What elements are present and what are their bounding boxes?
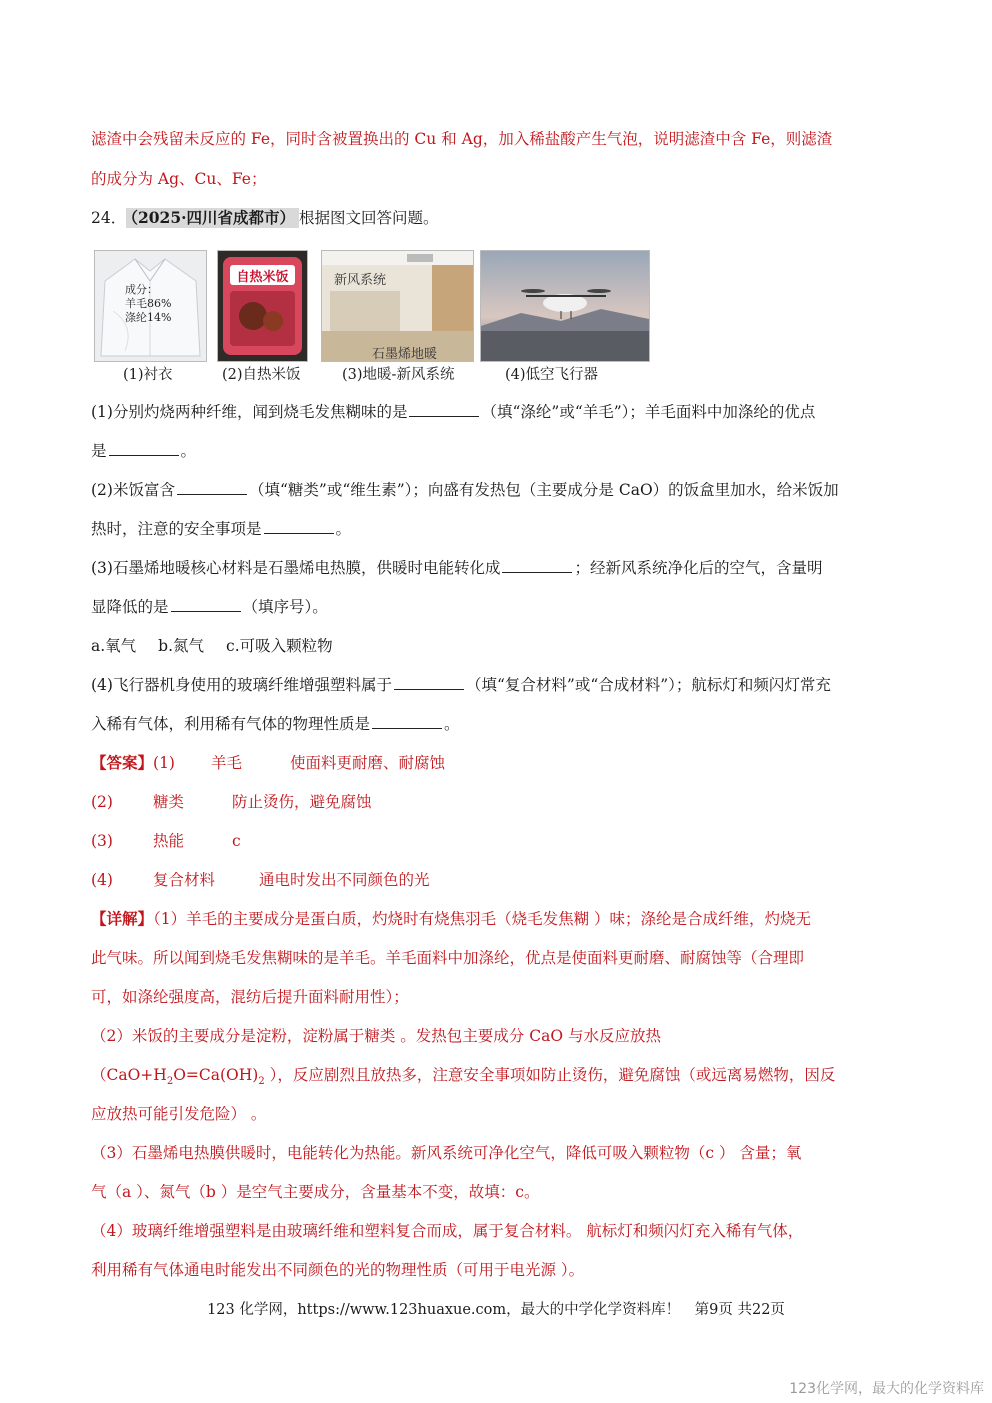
aircraft-image (480, 250, 650, 362)
prev-answer-line-2: 的成分为 Ag、Cu、Fe； (91, 170, 267, 188)
watermark: 123化学网，最大的化学资料库 (789, 1381, 984, 1397)
heating-caption: (3)地暖-新风系统 (342, 367, 455, 383)
q3-blank-2[interactable] (171, 597, 241, 612)
shirt-label-1: 成分： (125, 283, 158, 296)
q4-blank-1[interactable] (394, 675, 464, 690)
detail-line-3: 可，如涤纶强度高，混纺后提升面料耐用性）； (91, 988, 409, 1006)
rice-package-label: 自热米饭 (236, 270, 289, 285)
heating-image (321, 250, 474, 362)
q4-line-1: (4)飞行器机身使用的玻璃纤维增强塑料属于 （填“复合材料”或“合成材料”）；航标灯和频闪灯常充 (91, 676, 831, 694)
q1-blank-2[interactable] (109, 441, 179, 456)
page-footer: 123 化学网，https://www.123huaxue.com，最大的中学化学资料库！ 第9页 共22页 (207, 1302, 785, 1318)
answer-row-3: (3) 热能 c (91, 832, 241, 850)
q3-blank-1[interactable] (502, 558, 572, 573)
detail-line-6: 应放热可能引发危险） 。 (91, 1105, 267, 1123)
q3-option-c: c.可吸入颗粒物 (226, 637, 333, 655)
q1-line-2: 是 。 (91, 442, 197, 460)
answer-label: 【答案】 (91, 753, 154, 772)
detail-line-2: 此气味。所以闻到烧毛发焦糊味的是羊毛。羊毛面料中加涤纶，优点是使面料更耐磨、耐腐蚀等（合理即 (91, 949, 805, 967)
answer-row-2: (2) 糖类 防止烫伤，避免腐蚀 (91, 793, 372, 811)
q4-blank-2[interactable] (372, 714, 442, 729)
rice-caption: (2)自热米饭 (222, 367, 301, 383)
detail-line-7: （3）石墨烯电热膜供暖时，电能转化为热能。新风系统可净化空气，降低可吸入颗粒物（c ） 含量；氧 (91, 1144, 802, 1162)
heating-label-top: 新风系统 (334, 273, 387, 288)
detail-line-9: （4）玻璃纤维增强塑料是由玻璃纤维和塑料复合而成，属于复合材料。 航标灯和频闪灯充入稀有气体， (91, 1222, 804, 1240)
prev-answer-line-1: 滤渣中会残留未反应的 Fe，同时含被置换出的 Cu 和 Ag，加入稀盐酸产生气泡，说明滤渣中含 Fe，则滤渣 (91, 130, 833, 148)
answer-row-1: 【答案】(1) 羊毛 使面料更耐磨、耐腐蚀 (91, 753, 446, 772)
q4-line-2: 入稀有气体，利用稀有气体的物理性质是 。 (91, 715, 460, 733)
question-number: 24． (91, 209, 127, 227)
rice-image (217, 250, 308, 362)
q3-options (91, 635, 906, 657)
q2-blank-1[interactable] (177, 480, 247, 495)
answer-row-4: (4) 复合材料 通电时发出不同颜色的光 (91, 871, 430, 889)
q2-line-2: 热时，注意的安全事项是 。 (91, 520, 352, 538)
detail-line-1: 【详解】（1）羊毛的主要成分是蛋白质，灼烧时有烧焦羽毛（烧毛发焦糊 ）味；涤纶是合成纤维，灼烧无 (91, 909, 812, 928)
q3-option-b: b.氮气 (158, 637, 205, 655)
q2-blank-2[interactable] (264, 519, 334, 534)
question-title: 根据图文回答问题。 (299, 209, 439, 227)
detail-line-4: （2）米饭的主要成分是淀粉，淀粉属于糖类 。发热包主要成分 CaO 与水反应放热 (91, 1027, 661, 1045)
question-heading (91, 207, 906, 229)
q2-line-1: (2)米饭富含 （填“糖类”或“维生素”）；向盛有发热包（主要成分是 CaO）的饭盒里加水，给米饭加 (91, 481, 839, 499)
heating-label-bottom: 石墨烯地暖 (372, 347, 438, 362)
q3-line-2: 显降低的是 （填序号）。 (91, 598, 328, 616)
shirt-label-2: 羊毛86% (125, 297, 172, 310)
q3-line-1: (3)石墨烯地暖核心材料是石墨烯电热膜，供暖时电能转化成 ；经新风系统净化后的空气，含量明 (91, 559, 823, 577)
detail-label: 【详解】 (91, 909, 154, 928)
q3-option-a: a.氧气 (91, 637, 137, 655)
shirt-label-3: 涤纶14% (125, 311, 172, 324)
q1-line-1: (1)分别灼烧两种纤维，闻到烧毛发焦糊味的是 （填“涤纶”或“羊毛”）；羊毛面料中加涤纶的优点 (91, 403, 816, 421)
q1-blank-1[interactable] (409, 402, 479, 417)
aircraft-caption: (4)低空飞行器 (505, 367, 599, 383)
detail-line-8: 气（a ）、氮气（b ）是空气主要成分，含量基本不变，故填：c。 (91, 1183, 540, 1201)
shirt-image (94, 250, 207, 362)
shirt-caption: (1)衬衣 (123, 367, 173, 383)
detail-line-10: 利用稀有气体通电时能发出不同颜色的光的物理性质（可用于电光源 ）。 (91, 1261, 585, 1279)
detail-line-5: （$CaO+H_2O=Ca(OH)_2$ ），反应剧烈且放热多，注意安全事项如防止烫伤，避免腐蚀（或远离易燃物，因反 (91, 1066, 836, 1088)
question-source-tag: （2025·四川省成都市） (126, 208, 299, 228)
